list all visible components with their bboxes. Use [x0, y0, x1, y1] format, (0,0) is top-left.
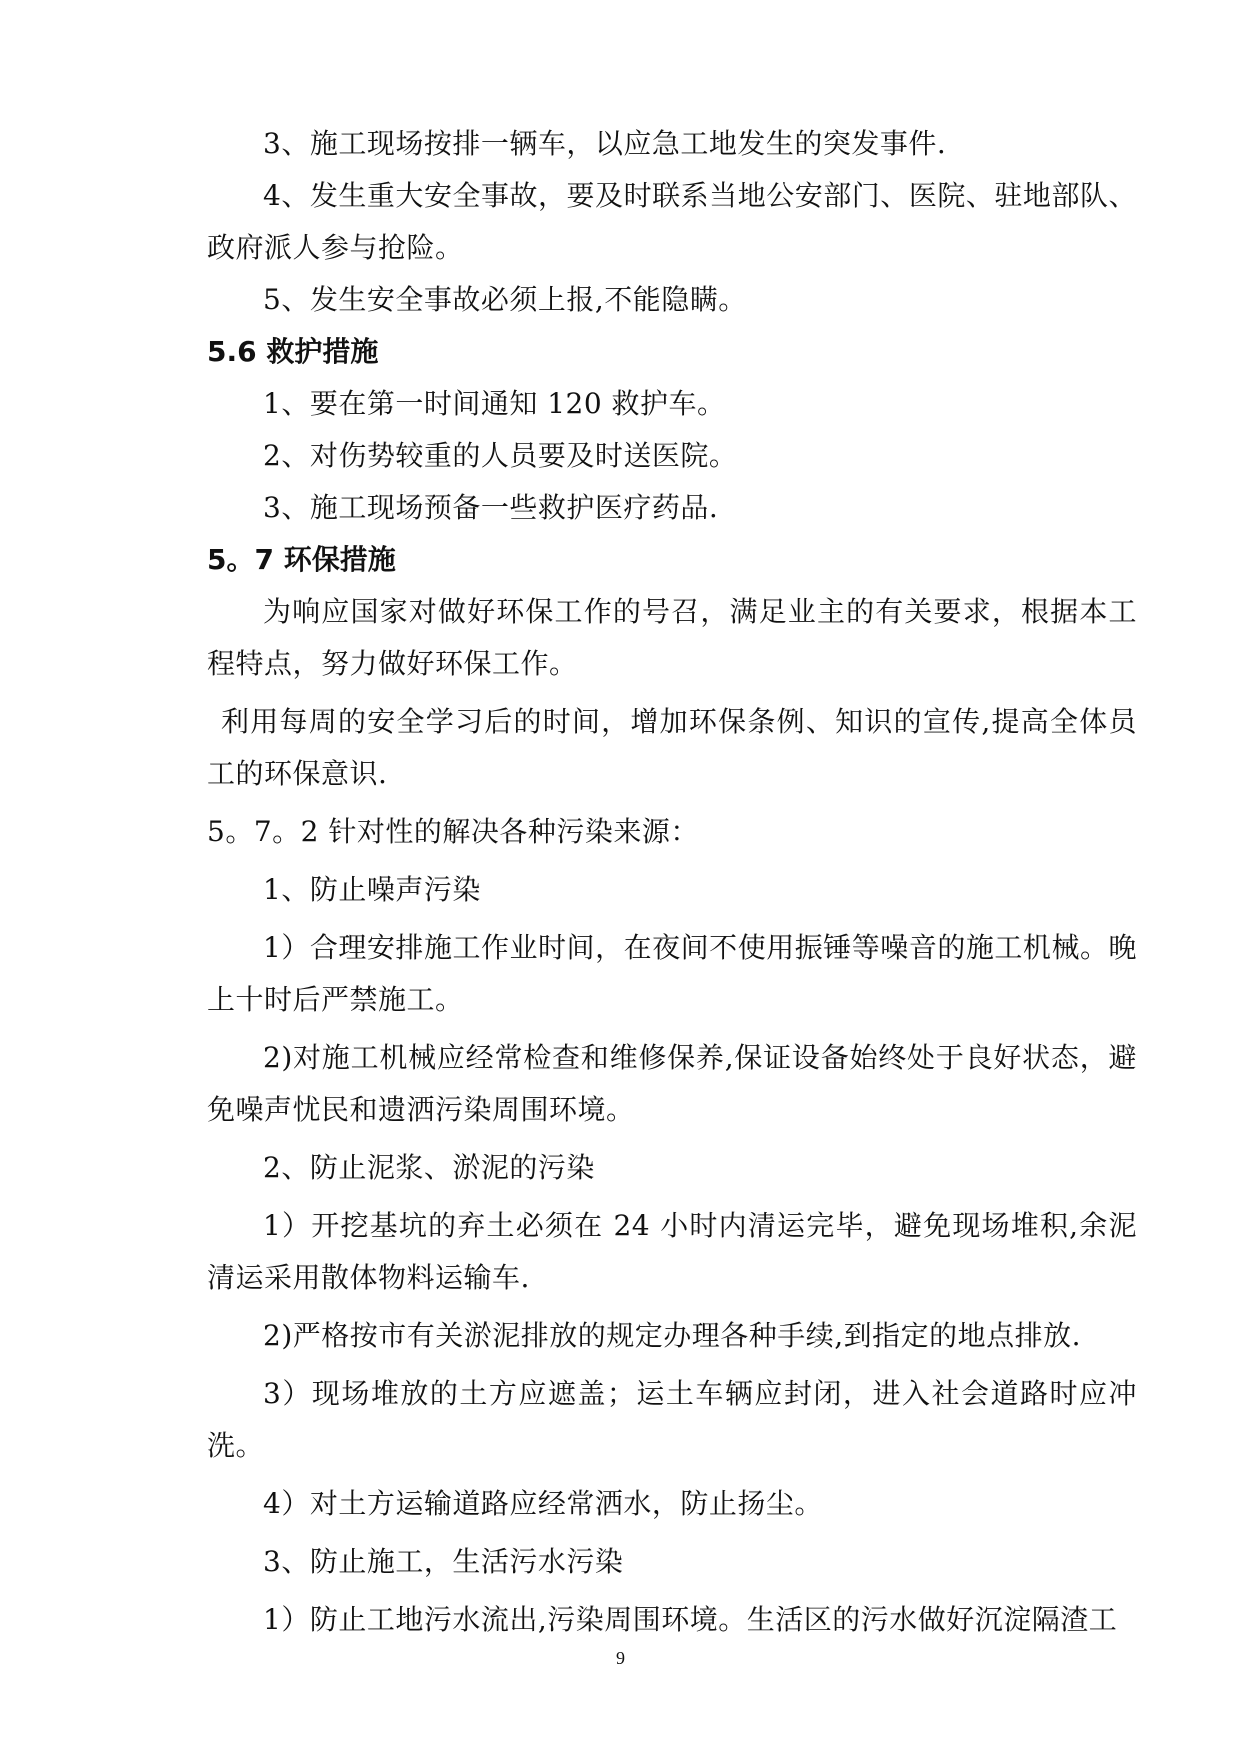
body-paragraph: 1）防止工地污水流出,污染周围环境。生活区的污水做好沉淀隔渣工: [263, 1603, 1118, 1636]
page-number: 9: [616, 1648, 625, 1668]
body-paragraph: 为响应国家对做好环保工作的号召，满足业主的有关要求，根据本工程特点，努力做好环保工作。: [207, 595, 1137, 680]
section-heading: 5.6 救护措施: [207, 335, 379, 368]
body-paragraph: 3、施工现场预备一些救护医疗药品.: [263, 491, 719, 524]
body-paragraph: 3、防止施工，生活污水污染: [263, 1545, 624, 1578]
body-paragraph: 4、发生重大安全事故，要及时联系当地公安部门、医院、驻地部队、政府派人参与抢险。: [207, 179, 1137, 264]
body-paragraph: 2、防止泥浆、淤泥的污染: [263, 1151, 595, 1184]
body-paragraph: 5。7。2 针对性的解决各种污染来源：: [207, 815, 699, 848]
body-paragraph: 4）对土方运输道路应经常洒水，防止扬尘。: [263, 1487, 823, 1520]
body-paragraph: 1）合理安排施工作业时间，在夜间不使用振锤等噪音的施工机械。晚上十时后严禁施工。: [207, 931, 1137, 1016]
body-paragraph: 1、防止噪声污染: [263, 873, 481, 906]
body-paragraph: 3、施工现场按排一辆车，以应急工地发生的突发事件.: [263, 127, 947, 160]
body-paragraph: 利用每周的安全学习后的时间，增加环保条例、知识的宣传,提高全体员工的环保意识.: [207, 705, 1137, 790]
body-paragraph: 2)对施工机械应经常检查和维修保养,保证设备始终处于良好状态，避免噪声忧民和遗洒污染周围环境。: [207, 1041, 1137, 1126]
body-paragraph: 5、发生安全事故必须上报,不能隐瞒。: [263, 283, 747, 316]
page-body: [207, 118, 1137, 1646]
body-paragraph: 1、要在第一时间通知 120 救护车。: [263, 387, 726, 420]
body-paragraph: 1）开挖基坑的弃土必须在 24 小时内清运完毕，避免现场堆积,余泥清运采用散体物料运输车.: [207, 1209, 1137, 1294]
body-paragraph: 3）现场堆放的土方应遮盖；运土车辆应封闭，进入社会道路时应冲洗。: [207, 1377, 1137, 1462]
body-paragraph: 2、对伤势较重的人员要及时送医院。: [263, 439, 738, 472]
section-heading: 5。7 环保措施: [207, 543, 396, 576]
body-paragraph: 2)严格按市有关淤泥排放的规定办理各种手续,到指定的地点排放.: [263, 1319, 1082, 1352]
